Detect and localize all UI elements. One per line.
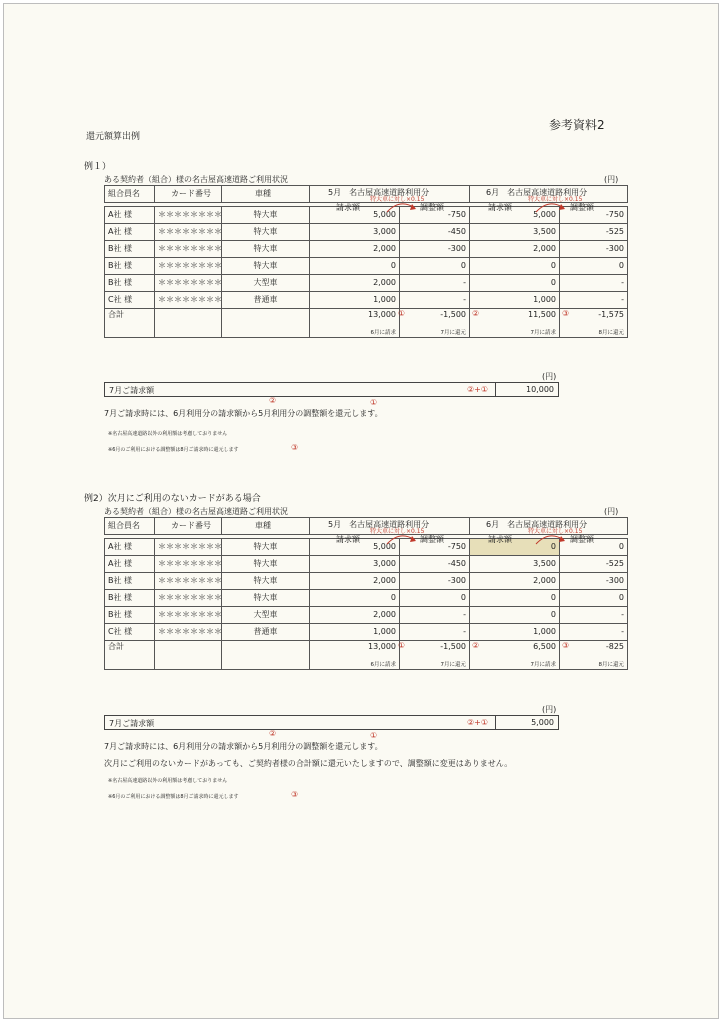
example2-label: 例2）次月にご利用のないカードがある場合 (84, 494, 261, 504)
example2-subtitle: ある契約者（組合）様の名古屋高速道路ご利用状況 (104, 507, 288, 516)
col-member: 組合員名 (105, 518, 155, 535)
example1-subtitle: ある契約者（組合）様の名古屋高速道路ご利用状況 (104, 175, 288, 184)
adjust-note: 特大車に対し×0.15 (370, 196, 425, 203)
note-1: ※名古屋高速道路以外の利用額は考慮しておりません (108, 431, 228, 437)
arrow-icon (385, 530, 419, 546)
table-row: B社 様 ＊＊＊＊＊＊＊＊ 特大車 0 0 0 0 (105, 590, 628, 607)
doc-title: 還元額算出例 (86, 132, 141, 142)
summary-box (104, 715, 559, 730)
table-row: A社 様 ＊＊＊＊＊＊＊＊ 特大車 5,000 -750 5,000 -750 (105, 207, 628, 224)
total-row: 合計 13,000 ① 6月に請求 -1,500 7月に還元 ② 11,500 7月に請求 ③ -1,575 8月に還元 (105, 309, 628, 338)
table-header-row (105, 186, 628, 203)
table-row: A社 様 ＊＊＊＊＊＊＊＊ 特大車 5,000 -750 0 0 (105, 539, 628, 556)
adjust-note: 特大車に対し×0.15 (370, 528, 425, 535)
adjust-note: 特大車に対し×0.15 (528, 196, 583, 203)
document-page: 参考資料2 還元額算出例 例１） ある契約者（組合）様の名古屋高速道路ご利用状況 (円) 組合員名 カード番号 車種 5月 名古屋高速道路利用分 特大車に対し×0.15 請求額 調整額 6月 名古屋高速道路利用分 特大車に対し×0.15 請求額 調整額 A社 様 ＊＊＊＊＊＊＊＊ 特大車 5,000 -750 5,000 -750 A社 様 ＊＊＊＊＊＊＊＊ 特大車 3,000 -450 3,500 -525 B社 様 ＊＊＊＊＊＊＊＊ 特大車 2,000 -300 2,000 -300 B社 様 ＊＊＊＊＊＊＊＊ 特大車 0 0 0 0 B社 様 ＊＊＊＊＊＊＊＊ 大型車 2,000 - 0 - C社 様 ＊＊＊＊＊＊＊＊ 普通車 1,000 - 1,000 - 合計 13,000 ① 6月に請求 -1,500 7月に還元 ② 11,500 7月に請求 ③ -1,575 8月に還元 (円) 7月ご請求額 ②+① 10,000 ② ① 7月ご請求時には、6月利用分の請求額から5月利用分の調整額を還元します。 ※名古屋高速道路以外の利用額は考慮しておりません ※6月のご利用における調整額は8月ご請求時に還元します ③ 例2）次月にご利用のないカードがある場合 ある契約者（組合）様の名古屋高速道路ご利用状況 (円) 組合員名 カード番号 車種 5月 名古屋高速道路利用分 特大車に対し×0.15 請求額 調整額 6月 名古屋高速道路利用分 特大車に対し×0.15 請求額 調整額 A社 様 ＊＊＊＊＊＊＊＊ 特大車 5,000 -750 0 0 A社 様 ＊＊＊＊＊＊＊＊ 特大車 3,000 -450 3,500 -525 B社 様 ＊＊＊＊＊＊＊＊ 特大車 2,000 -300 2,000 -300 B社 様 ＊＊＊＊＊＊＊＊ 特大車 0 0 0 0 B社 様 ＊＊＊＊＊＊＊＊ 大型車 2,000 - 0 - C社 様 ＊＊＊＊＊＊＊＊ 普通車 1,000 - 1,000 - 合計 13,000 ① 6月に請求 -1,500 7月に還元 ② 6,500 7月に請求 ③ -825 8月に還元 (円) 7月ご請求額 ②+① 5,000 ② ① 7月ご請求時には、6月利用分の請求額から5月利用分の調整額を還元します。 次月にご利用のないカードがあっても、ご契約者様の合計額に還元いたしますので、調整額に変更はありません。 ※名古屋高速道路以外の利用額は考慮しておりません ※6月のご利用における調整額は8月ご請求時に還元します ③ (3, 3, 719, 1019)
summary-label: 7月ご請求額 (109, 386, 155, 395)
note-main-2: 次月にご利用のないカードがあっても、ご契約者様の合計額に還元いたしますので、調整額に変更はありません。 (104, 759, 513, 768)
reference-label: 参考資料2 (549, 118, 605, 132)
summary-label: 7月ご請求額 (109, 719, 155, 728)
summary-unit: (円) (542, 705, 557, 714)
summary-formula: ②+① (467, 718, 489, 727)
col-vehicle: 車種 (222, 518, 310, 535)
col-may-usage: 5月 名古屋高速道路利用分 特大車に対し×0.15 請求額 調整額 (310, 186, 470, 203)
summary-box (104, 382, 559, 397)
col-may-usage: 5月 名古屋高速道路利用分 特大車に対し×0.15 請求額 調整額 (310, 518, 470, 535)
table-row: C社 様 ＊＊＊＊＊＊＊＊ 普通車 1,000 - 1,000 - (105, 292, 628, 309)
example1-label: 例１） (84, 162, 112, 172)
col-member: 組合員名 (105, 186, 155, 203)
table-row: A社 様 ＊＊＊＊＊＊＊＊ 特大車 3,000 -450 3,500 -525 (105, 224, 628, 241)
table-row: B社 様 ＊＊＊＊＊＊＊＊ 大型車 2,000 - 0 - (105, 607, 628, 624)
note-2: ※6月のご利用における調整額は8月ご請求時に還元します (108, 447, 239, 453)
summary-value: 10,000 (526, 385, 554, 394)
example2-unit: (円) (604, 507, 619, 516)
note-2: ※6月のご利用における調整額は8月ご請求時に還元します (108, 794, 239, 800)
table-row: B社 様 ＊＊＊＊＊＊＊＊ 大型車 2,000 - 0 - (105, 275, 628, 292)
col-vehicle: 車種 (222, 186, 310, 203)
arrow-icon (534, 530, 568, 546)
summary-formula: ②+① (467, 385, 489, 394)
table-row: A社 様 ＊＊＊＊＊＊＊＊ 特大車 3,000 -450 3,500 -525 (105, 556, 628, 573)
example2-table (104, 517, 628, 670)
note-main: 7月ご請求時には、6月利用分の請求額から5月利用分の調整額を還元します。 (104, 742, 383, 751)
total-row: 合計 13,000 ① 6月に請求 -1,500 7月に還元 ② 6,500 7月に請求 ③ -825 8月に還元 (105, 641, 628, 670)
arrow-icon (534, 198, 568, 214)
arrow-icon (385, 198, 419, 214)
col-card: カード番号 (155, 186, 222, 203)
col-jun-usage: 6月 名古屋高速道路利用分 特大車に対し×0.15 請求額 調整額 (470, 518, 628, 535)
adjust-note: 特大車に対し×0.15 (528, 528, 583, 535)
table-row: C社 様 ＊＊＊＊＊＊＊＊ 普通車 1,000 - 1,000 - (105, 624, 628, 641)
highlighted-cell: 0 (470, 539, 560, 556)
table-row: B社 様 ＊＊＊＊＊＊＊＊ 特大車 2,000 -300 2,000 -300 (105, 573, 628, 590)
col-card: カード番号 (155, 518, 222, 535)
table-row: B社 様 ＊＊＊＊＊＊＊＊ 特大車 2,000 -300 2,000 -300 (105, 241, 628, 258)
summary-value: 5,000 (531, 718, 554, 727)
col-jun-usage: 6月 名古屋高速道路利用分 特大車に対し×0.15 請求額 調整額 (470, 186, 628, 203)
example1-unit: (円) (604, 175, 619, 184)
example1-table (104, 185, 628, 338)
note-1: ※名古屋高速道路以外の利用額は考慮しておりません (108, 778, 228, 784)
note-main: 7月ご請求時には、6月利用分の請求額から5月利用分の調整額を還元します。 (104, 409, 383, 418)
summary-unit: (円) (542, 372, 557, 381)
table-header-row (105, 518, 628, 535)
table-row: B社 様 ＊＊＊＊＊＊＊＊ 特大車 0 0 0 0 (105, 258, 628, 275)
